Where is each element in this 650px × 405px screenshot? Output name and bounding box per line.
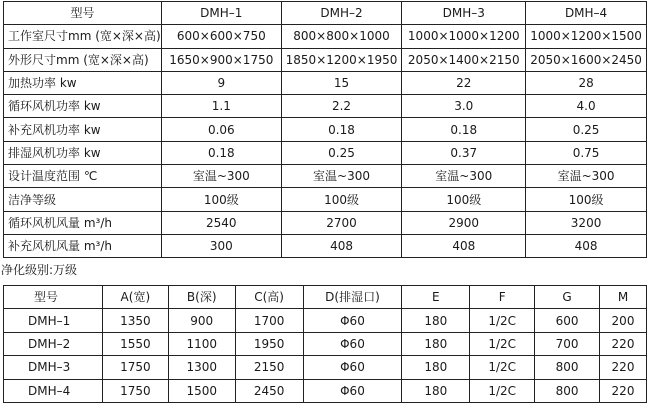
spec-cell: 0.75 xyxy=(526,141,647,164)
spec-header-row xyxy=(4,2,647,25)
dimension-cell: 1/2C xyxy=(470,309,535,332)
spec-row xyxy=(4,25,647,48)
dimension-row xyxy=(4,332,647,355)
dimension-header-cell: 型号 xyxy=(4,286,103,309)
spec-cell: 0.18 xyxy=(281,118,402,141)
dimension-header-cell: G xyxy=(535,286,600,309)
spec-header-cell: 型号 xyxy=(4,2,162,25)
spec-cell: 9 xyxy=(161,71,281,94)
dimension-cell: 200 xyxy=(600,309,647,332)
spec-cell: 2540 xyxy=(161,211,281,234)
dimension-header-row xyxy=(4,286,647,309)
spec-cell: 408 xyxy=(526,234,647,257)
dimension-cell: Φ60 xyxy=(303,379,402,402)
dimension-table xyxy=(3,285,647,403)
spec-cell: 室温~300 xyxy=(402,165,526,188)
spec-cell: 0.37 xyxy=(402,141,526,164)
spec-header-cell: DMH–3 xyxy=(402,2,526,25)
spec-row xyxy=(4,165,647,188)
spec-row-label: 加热功率 kw xyxy=(4,71,162,94)
spec-header-cell: DMH–4 xyxy=(526,2,647,25)
dimension-header-cell: M xyxy=(600,286,647,309)
dimension-cell: 1950 xyxy=(235,332,303,355)
spec-row-label: 洁净等级 xyxy=(4,188,162,211)
spec-cell: 4.0 xyxy=(526,95,647,118)
dimension-cell: 180 xyxy=(402,379,470,402)
dimension-row xyxy=(4,309,647,332)
spec-row xyxy=(4,211,647,234)
spec-row xyxy=(4,48,647,71)
dimension-cell: 1700 xyxy=(235,309,303,332)
spec-cell: 0.06 xyxy=(161,118,281,141)
dimension-cell: Φ60 xyxy=(303,356,402,379)
dimension-header-cell: B(深) xyxy=(168,286,235,309)
spec-cell: 100级 xyxy=(526,188,647,211)
spec-table xyxy=(3,1,647,258)
spec-row-label: 补充风机功率 kw xyxy=(4,118,162,141)
dimension-cell: 220 xyxy=(600,379,647,402)
spec-row-label: 循环风机功率 kw xyxy=(4,95,162,118)
spec-cell: 2050×1600×2450 xyxy=(526,48,647,71)
dimension-cell: 1350 xyxy=(102,309,168,332)
spec-row-label: 循环风机风量 m³/h xyxy=(4,211,162,234)
spec-cell: 15 xyxy=(281,71,402,94)
spec-cell: 408 xyxy=(402,234,526,257)
dimension-header-cell: F xyxy=(470,286,535,309)
spec-row xyxy=(4,188,647,211)
spec-cell: 2900 xyxy=(402,211,526,234)
spec-row xyxy=(4,234,647,257)
spec-cell: 1.1 xyxy=(161,95,281,118)
dimension-header-cell: A(宽) xyxy=(102,286,168,309)
spec-row xyxy=(4,95,647,118)
spec-cell: 1650×900×1750 xyxy=(161,48,281,71)
dimension-cell: 800 xyxy=(535,356,600,379)
spec-cell: 2700 xyxy=(281,211,402,234)
spec-cell: 22 xyxy=(402,71,526,94)
spec-row-label: 设计温度范围 ℃ xyxy=(4,165,162,188)
spec-cell: 0.25 xyxy=(526,118,647,141)
spec-cell: 0.18 xyxy=(402,118,526,141)
spec-cell: 0.25 xyxy=(281,141,402,164)
dimension-row xyxy=(4,379,647,402)
spec-cell: 100级 xyxy=(402,188,526,211)
dimension-cell: 700 xyxy=(535,332,600,355)
dimension-row-label: DMH–1 xyxy=(4,309,103,332)
dimension-header-cell: D(排湿口) xyxy=(303,286,402,309)
spec-row-label: 排湿风机功率 kw xyxy=(4,141,162,164)
spec-cell: 3200 xyxy=(526,211,647,234)
dimension-header-cell: C(高) xyxy=(235,286,303,309)
dimension-cell: 220 xyxy=(600,356,647,379)
spec-cell: 100级 xyxy=(161,188,281,211)
dimension-cell: 1/2C xyxy=(470,356,535,379)
spec-cell: 0.18 xyxy=(161,141,281,164)
spec-cell: 室温~300 xyxy=(526,165,647,188)
dimension-cell: 2450 xyxy=(235,379,303,402)
spec-cell: 室温~300 xyxy=(281,165,402,188)
dimension-cell: 600 xyxy=(535,309,600,332)
spec-row xyxy=(4,71,647,94)
spec-cell: 300 xyxy=(161,234,281,257)
dimension-cell: 1300 xyxy=(168,356,235,379)
dimension-cell: 1/2C xyxy=(470,332,535,355)
spec-cell: 室温~300 xyxy=(161,165,281,188)
dimension-cell: 180 xyxy=(402,356,470,379)
spec-cell: 28 xyxy=(526,71,647,94)
dimension-cell: 1/2C xyxy=(470,379,535,402)
dimension-cell: 220 xyxy=(600,332,647,355)
dimension-cell: 900 xyxy=(168,309,235,332)
dimension-row-label: DMH–4 xyxy=(4,379,103,402)
dimension-cell: 180 xyxy=(402,332,470,355)
dimension-row-label: DMH–2 xyxy=(4,332,103,355)
dimension-cell: Φ60 xyxy=(303,332,402,355)
spec-cell: 2050×1400×2150 xyxy=(402,48,526,71)
purification-level-note: 净化级别:万级 xyxy=(1,263,78,277)
spec-cell: 1000×1200×1500 xyxy=(526,25,647,48)
dimension-cell: 2150 xyxy=(235,356,303,379)
dimension-cell: Φ60 xyxy=(303,309,402,332)
spec-row-label: 外形尺寸mm (宽×深×高) xyxy=(4,48,162,71)
spec-row-label: 工作室尺寸mm (宽×深×高) xyxy=(4,25,162,48)
spec-row xyxy=(4,141,647,164)
spec-cell: 1850×1200×1950 xyxy=(281,48,402,71)
spec-cell: 100级 xyxy=(281,188,402,211)
spec-cell: 1000×1000×1200 xyxy=(402,25,526,48)
dimension-cell: 1750 xyxy=(102,379,168,402)
spec-cell: 408 xyxy=(281,234,402,257)
spec-row xyxy=(4,118,647,141)
dimension-cell: 1500 xyxy=(168,379,235,402)
dimension-row xyxy=(4,356,647,379)
spec-cell: 3.0 xyxy=(402,95,526,118)
spec-cell: 2.2 xyxy=(281,95,402,118)
dimension-cell: 1750 xyxy=(102,356,168,379)
dimension-cell: 1550 xyxy=(102,332,168,355)
dimension-header-cell: E xyxy=(402,286,470,309)
dimension-row-label: DMH–3 xyxy=(4,356,103,379)
spec-cell: 600×600×750 xyxy=(161,25,281,48)
dimension-cell: 180 xyxy=(402,309,470,332)
spec-cell: 800×800×1000 xyxy=(281,25,402,48)
spec-header-cell: DMH–1 xyxy=(161,2,281,25)
dimension-cell: 1100 xyxy=(168,332,235,355)
spec-header-cell: DMH–2 xyxy=(281,2,402,25)
dimension-cell: 800 xyxy=(535,379,600,402)
spec-row-label: 补充风机风量 m³/h xyxy=(4,234,162,257)
